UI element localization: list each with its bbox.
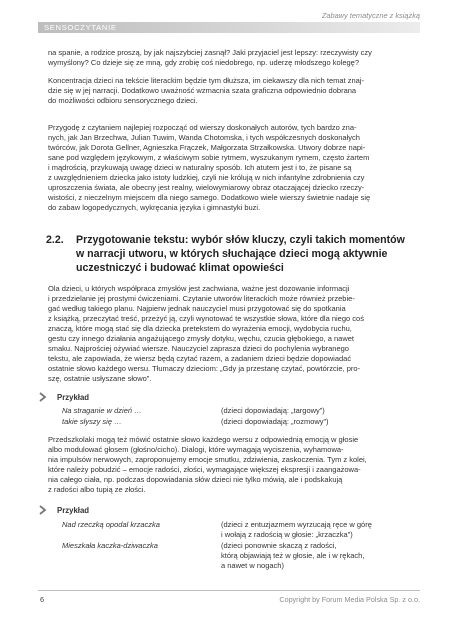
paragraph-line: i mądrością, przykuwają uwagę dzieci w naturalny sposób. Ich atutem jest i to, że pisane są [48,163,352,173]
paragraph-line: z uwzględnieniem dziecka jako istoty ludzkiej, czyli nie królują w nich infantylne zdrobnienia czy [48,173,365,183]
paragraph-line: tekstu, ale zapowiada, że wiersz będą czytać razem, a zadaniem dzieci będzie dopowiadać [48,354,352,364]
paragraph-line: i przedzielanie jej prostymi ćwiczeniami. Czytanie utworów literackich może również przebie- [48,294,355,304]
example-verse: Mieszkała kaczka-dziwaczka [62,541,158,550]
section-title-line: w narracji utworu, w których słuchające dzieci mogą aktywnie [76,247,388,260]
book-title: Zabawy tematyczne z książką [321,11,420,20]
example-response: którą objawiają też w głosie, ale i w rękach, [221,551,365,561]
paragraph-line: gać według takiego planu. Najpierw jednak nauczyciel musi przygotować się do spotkania [48,304,346,314]
footer-copyright: Copyright by Forum Media Polska Sp. z o.o. [279,595,420,604]
paragraph [48,48,416,68]
paragraph-line: wymyślony? Co dzieje się ze mną, gdy zrobię coś niedobrego, np. uderzę młodszego kolegę? [48,58,360,68]
paragraph-line: szę, ostatnie usłyszane słowo”. [48,374,152,384]
paragraph-line: Ola dzieci, u których współpraca zmysłów jest zachwiana, ważne jest dozowanie informacji [48,284,350,293]
paragraph-line: nia całego ciała, np. podczas dopowiadania słów dzieci nie tylko mówią, ale i podskakują [48,475,343,485]
example-response: (dzieci ponownie skaczą z radości, [221,541,337,550]
example-verse: Na straganie w dzień … [62,406,142,415]
section-title-line: Przygotowanie tekstu: wybór słów kluczy, czyli takich momentów [76,234,405,246]
section-heading [46,234,416,275]
footer-divider [38,590,420,591]
example-verse: Nad rzeczką opodal krzaczka [62,520,160,529]
example-title [38,505,89,515]
example-response: i wołają z radością w głosie: „krzaczka”) [221,530,353,540]
paragraph-line: ostatnie słowo każdego wersu. Tłumaczy dzieciom: „Gdy ja przestanę czytać, powtórzcie, pro- [48,364,361,374]
example-response: (dzieci z entuzjazmem wyrzucają ręce w górę [221,520,372,529]
paragraph-line: które należy pobudzić – emocje radości, złości, wymagające większej ekspresji i zaangażowa- [48,465,361,475]
section-number: 2.2. [46,234,64,246]
paragraph-line: z radości albo tupią ze złości. [48,485,146,495]
chevron-right-icon [38,505,47,515]
paragraph-line: do możliwości odbioru sensorycznego dzieci. [48,96,198,106]
example-response: (dzieci dopowiadają: „targowy”) [221,406,325,415]
paragraph-line: uproszczenia świata, ale obecny jest realny, wielowymiarowy obraz otaczającej dziecko rzeczy- [48,183,365,193]
paragraph-line: znaczą, które mogą stać się dla dziecka pretekstem do wyrażenia emocji, wydobycia ruchu, [48,324,352,334]
chevron-right-icon [38,392,47,402]
paragraph-line: do zabaw logopedycznych, wykręcania języka i gimnastyki buzi. [48,203,261,213]
paragraph [48,284,416,384]
paragraph-line: dzie się w jej narracji. Dodatkowo uważność wzmacnia szata graficzna odpowiednio dobrana [48,86,357,96]
example-verse: takie słyszy się … [62,417,122,426]
paragraph-line: Przygodę z czytaniem najlepiej rozpocząć od wierszy doskonałych autorów, tych bardzo zna- [48,123,357,132]
example-title-label: Przykład [57,392,90,402]
example-response: a nawet w nogach) [221,561,284,571]
paragraph-line: z książką, przeczytać treść, przeżyć ją, czyli wynotować te wszystkie słowa, które dla niego coś [48,314,364,324]
paragraph-line: gestu czy innego działania angażującego zmysły dotyku, węchu, czucia głębokiego, a nawet [48,334,355,344]
example-response: (dzieci dopowiadają: „rozmowy”) [221,417,329,426]
paragraph-line: Przedszkolaki mogą też mówić ostatnie słowo każdego wersu z odpowiednią emocją w głosie [48,435,359,444]
example-title-label: Przykład [57,505,90,515]
paragraph-line: albo modulować głosem (głośno/cicho). Dialogi, które wymagają wyciszenia, wyhamowa- [48,445,344,455]
section-tab [38,22,420,33]
paragraph-line: wistości, z nieczelnym miejscem dla niego samego. Dodatkowo wiele wierszy świetnie nadaje się [48,193,371,203]
paragraph [48,76,416,106]
paragraph-line: smaku. Najprościej ożywiać wiersze. Nauczyciel zaprasza dzieci do pochylenia wybranego [48,344,349,354]
paragraph-line: sane pod względem językowym, z właściwym sobie rytmem, wyszukanym rymem, często żartem [48,153,370,163]
paragraph-line: twórców, jak Dorota Gellner, Agnieszka Frączek, Małgorzata Strzałkowska. Utwory dobrze napi- [48,143,366,153]
paragraph-line: na spanie, a rodzice proszą, by jak najszybciej zasnął? Jaki przyjaciel jest lepszy: rzeczywisty czy [48,48,372,57]
paragraph [48,435,416,495]
example-title [38,392,89,402]
section-title-line: uczestniczyć i budować klimat opowieści [76,261,284,274]
paragraph-line: nia impulsów nerwowych, zaproponujemy emocje smutku, zdziwienia, zaskoczenia. Tym z kolei, [48,455,367,465]
paragraph-line: nych, jak Jan Brzechwa, Julian Tuwim, Wanda Chotomska, i tych współczesnych doskonałych [48,133,360,143]
section-tab-label: SENSOCZYTANIE [44,23,117,32]
page-number: 6 [40,595,45,604]
paragraph-line: Koncentracja dzieci na tekście literackim będzie tym dłuższa, im ciekawszy dla nich temat znaj- [48,76,364,85]
paragraph [48,123,416,213]
